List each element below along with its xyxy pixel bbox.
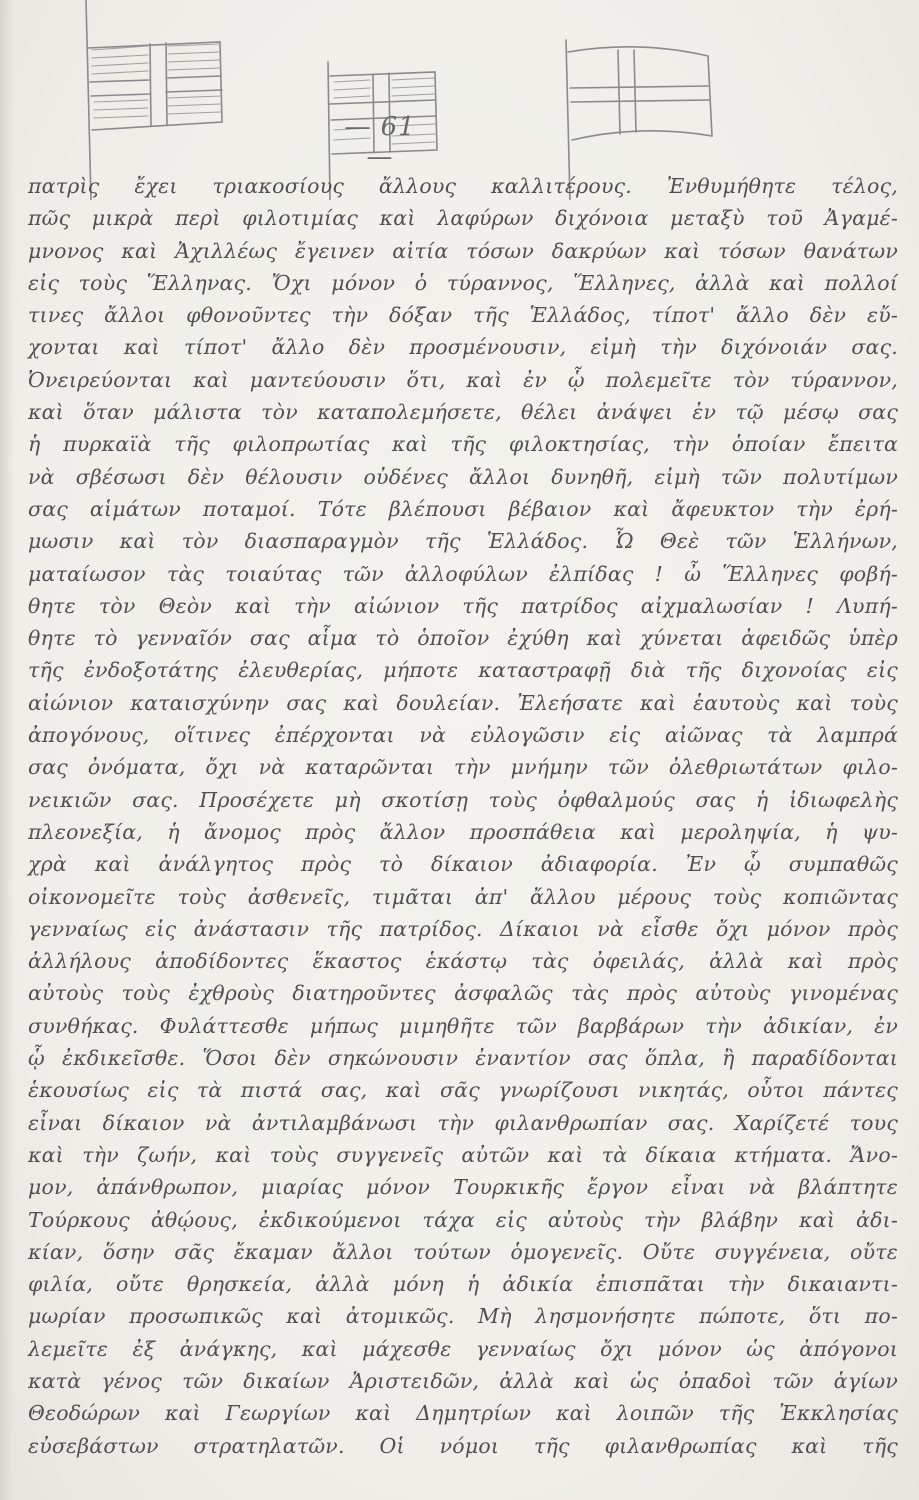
text-line: λεμεῖτε ἐξ ἀνάγκης, καὶ μάχεσθε γενναίως ὄχι μόνον ὡς ἀπόγονοι bbox=[28, 1336, 898, 1361]
text-line: θητε τὸν Θεὸν καὶ τὴν αἰώνιον τῆς πατρίδος αἰχμαλωσίαν ! Λυπή- bbox=[28, 593, 898, 618]
text-line: νὰ σβέσωσι δὲν θέλουσιν οὐδένες ἄλλοι δυνηθῆ, εἰμὴ τῶν πολυτίμων bbox=[28, 464, 898, 489]
text-line: Τούρκους ἀθῴους, ἐκδικούμενοι τάχα εἰς αὐτοὺς τὴν βλάβην καὶ ἀδι- bbox=[28, 1207, 898, 1232]
text-line: κίαν, ὅσην σᾶς ἔκαμαν ἄλλοι τούτων ὁμογενεῖς. Οὔτε συγγένεια, οὔτε bbox=[28, 1239, 898, 1264]
text-line: πλεονεξία, ἡ ἄνομος πρὸς ἄλλον προσπάθεια καὶ μεροληψία, ἡ ψυ- bbox=[28, 819, 898, 844]
text-line: ἑκουσίως εἰς τὰ πιστά σας, καὶ σᾶς γνωρίζουσι νικητάς, οὗτοι πάντες bbox=[28, 1078, 898, 1103]
text-line: αὐτοὺς τοὺς ἐχθροὺς διατηροῦντες ἀσφαλῶς τὰς πρὸς αὐτοὺς γινομένας bbox=[28, 981, 898, 1006]
text-line: γενναίως εἰς ἀνάστασιν τῆς πατρίδος. Δίκαιοι νὰ εἶσθε ὄχι μόνον πρὸς bbox=[28, 916, 898, 941]
text-line: χρὰ καὶ ἀνάλγητος πρὸς τὸ δίκαιον ἀδιαφορία. Ἐν ᾧ συμπαθῶς bbox=[28, 852, 898, 877]
text-line: μον, ἀπάνθρωπον, μιαρίας μόνον Τουρκικῆς ἔργον εἶναι νὰ βλάπτητε bbox=[28, 1175, 898, 1200]
text-line: αἰώνιον καταισχύνην σας καὶ δουλείαν. Ἐλεήσατε καὶ ἑαυτοὺς καὶ τοὺς bbox=[28, 690, 898, 715]
text-line: καὶ τὴν ζωήν, καὶ τοὺς συγγενεῖς αὐτῶν καὶ τὰ δίκαια κτήματα. Ἄνο- bbox=[28, 1142, 898, 1167]
text-line: ἀλλήλους ἀποδίδοντες ἕκαστος ἑκάστῳ τὰς ὀφειλάς, ἀλλὰ καὶ πρὸς bbox=[28, 949, 898, 974]
text-line: νεικιῶν σας. Προσέχετε μὴ σκοτίσῃ τοὺς ὀφθαλμούς σας ἡ ἰδιωφελὴς bbox=[28, 787, 898, 812]
text-line: τινες ἄλλοι φθονοῦντες τὴν δόξαν τῆς Ἑλλάδος, τίποτ' ἄλλο δὲν εὔ- bbox=[28, 303, 898, 328]
text-line: οἰκονομεῖτε τοὺς ἀσθενεῖς, τιμᾶται ἀπ' ἄλλου μέρους τοὺς κοπιῶντας bbox=[28, 884, 898, 909]
text-line: ἀπογόνους, οἵτινες ἐπέρχονται νὰ εὐλογῶσιν εἰς αἰῶνας τὰ λαμπρά bbox=[28, 723, 898, 748]
text-line: ᾧ ἐκδικεῖσθε. Ὅσοι δὲν σηκώνουσιν ἐναντίον σας ὅπλα, ἢ παραδίδονται bbox=[28, 1046, 898, 1071]
text-line: μνονος καὶ Ἀχιλλέως ἔγεινεν αἰτία τόσων δακρύων καὶ τόσων θανάτων bbox=[28, 238, 898, 263]
text-line: ματαίωσον τὰς τοιαύτας τῶν ἀλλοφύλων ἐλπίδας ! ὦ Ἕλληνες φοβή- bbox=[28, 561, 898, 586]
text-line: εἶναι δίκαιον νὰ ἀντιλαμβάνωσι τὴν φιλανθρωπίαν σας. Χαρίζετέ τους bbox=[28, 1110, 898, 1135]
text-line: εὐσεβάστων στρατηλατῶν. Οἱ νόμοι τῆς φιλανθρωπίας καὶ τῆς bbox=[28, 1433, 898, 1458]
text-line: φιλία, οὔτε θρησκεία, ἀλλὰ μόνη ἡ ἀδικία ἐπισπᾶται τὴν δικαιαντι- bbox=[28, 1272, 898, 1297]
page-number: — 61 — bbox=[344, 112, 416, 172]
text-line: μωσιν καὶ τὸν διασπαραγμὸν τῆς Ἑλλάδος. Ὦ Θεὲ τῶν Ἑλλήνων, bbox=[28, 529, 898, 554]
body-text bbox=[28, 170, 898, 1462]
text-line: Θεοδώρων καὶ Γεωργίων καὶ Δημητρίων καὶ λοιπῶν τῆς Ἐκκλησίας bbox=[28, 1401, 898, 1426]
text-line: τῆς ἐνδοξοτάτης ἐλευθερίας, μήποτε καταστραφῇ διὰ τῆς διχονοίας εἰς bbox=[28, 658, 898, 683]
text-line: Ὀνειρεύονται καὶ μαντεύουσιν ὅτι, καὶ ἐν ᾧ πολεμεῖτε τὸν τύραννον, bbox=[28, 367, 898, 392]
text-line: θητε τὸ γενναῖόν σας αἷμα τὸ ὁποῖον ἐχύθη καὶ χύνεται ἀφειδῶς ὑπὲρ bbox=[28, 626, 898, 651]
text-line: πῶς μικρὰ περὶ φιλοτιμίας καὶ λαφύρων διχόνοια μεταξὺ τοῦ Ἀγαμέ- bbox=[28, 206, 898, 231]
text-line: κατὰ γένος τῶν δικαίων Ἀριστειδῶν, ἀλλὰ καὶ ὡς ὀπαδοὶ τῶν ἁγίων bbox=[28, 1368, 898, 1393]
text-line: χονται καὶ τίποτ' ἄλλο δὲν προσμένουσιν, εἰμὴ τὴν διχόνοιάν σας. bbox=[28, 335, 898, 360]
text-line: καὶ ὅταν μάλιστα τὸν καταπολεμήσετε, θέλει ἀνάψει ἐν τῷ μέσῳ σας bbox=[28, 400, 898, 425]
text-line: ἡ πυρκαϊὰ τῆς φιλοπρωτίας καὶ τῆς φιλοκτησίας, τὴν ὁποίαν ἔπειτα bbox=[28, 432, 898, 457]
text-line: εἰς τοὺς Ἕλληνας. Ὄχι μόνον ὁ τύραννος, Ἕλληνες, ἀλλὰ καὶ πολλοί bbox=[28, 270, 898, 295]
text-line: συνθήκας. Φυλάττεσθε μήπως μιμηθῆτε τῶν βαρβάρων τὴν ἀδικίαν, ἐν bbox=[28, 1013, 898, 1038]
text-line: μωρίαν προσωπικῶς καὶ ἀτομικῶς. Μὴ λησμονήσητε πώποτε, ὅτι πο- bbox=[28, 1304, 898, 1329]
text-line: πατρὶς ἔχει τριακοσίους ἄλλους καλλιτέρους. Ἐνθυμήθητε τέλος, bbox=[28, 174, 898, 198]
text-line: σας αἱμάτων ποταμοί. Τότε βλέπουσι βέβαιον καὶ ἄφευκτον τὴν ἐρή- bbox=[28, 496, 898, 521]
page-edge-shadow bbox=[0, 0, 14, 1500]
text-line: σας ὀνόματα, ὄχι νὰ καταρῶνται τὴν μνήμην τῶν ὀλεθριωτάτων φιλο- bbox=[28, 755, 898, 780]
